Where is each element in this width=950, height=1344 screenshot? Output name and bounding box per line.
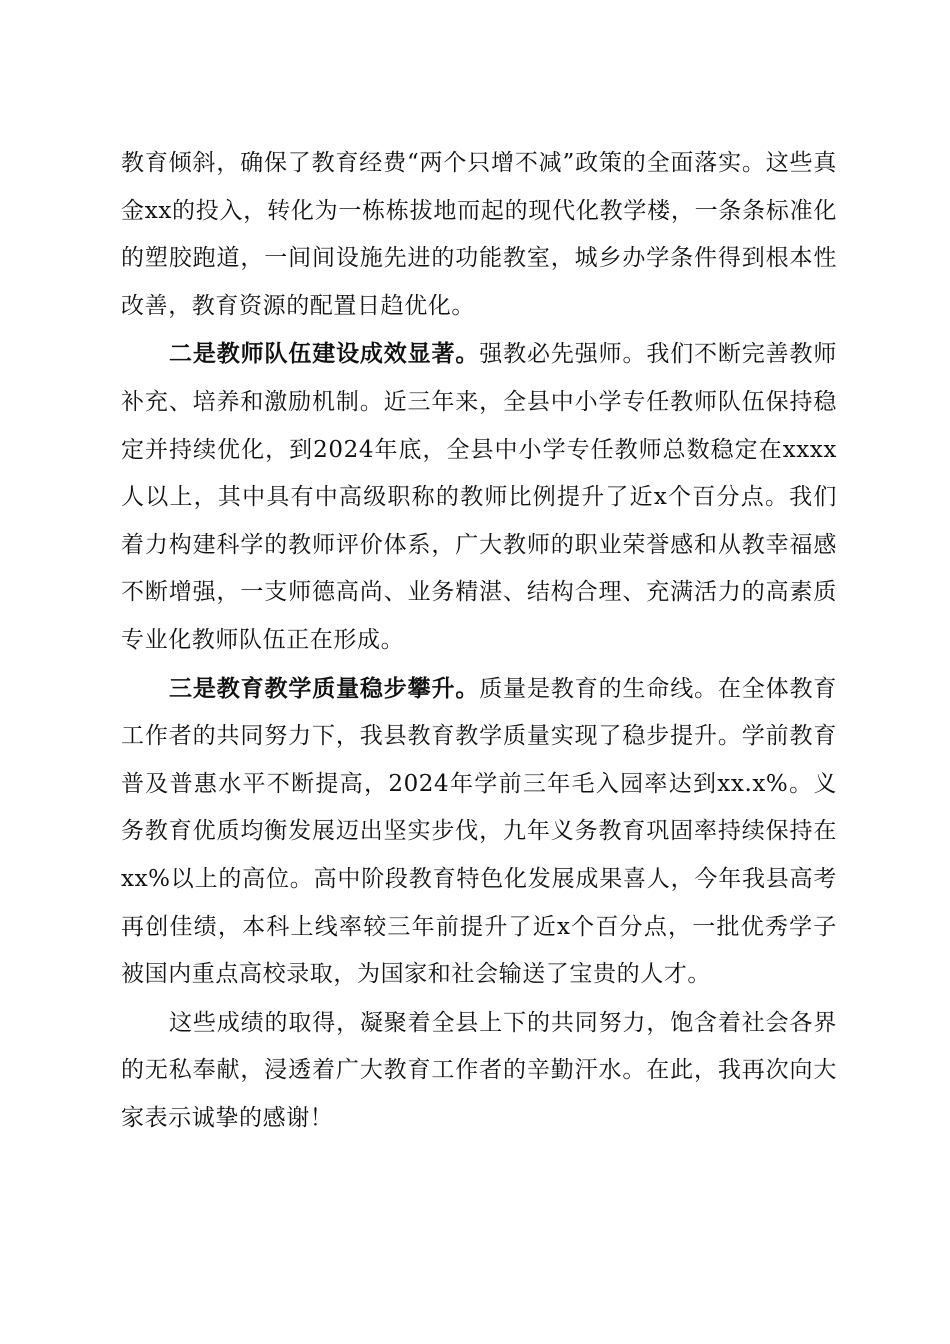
paragraph-1-text: 教育倾斜，确保了教育经费“两个只增不减”政策的全面落实。这些真金xx的投入，转化为一栋栋拔地而起的现代化教学楼，一条条标准化的塑胶跑道，一间间设施先进的功能教室，城乡办学条件得到根本性改善，教育资源的配置日趋优化。 [121,150,837,319]
paragraph-1 [121,139,837,330]
paragraph-3 [121,665,837,999]
paragraph-2-lead: 二是教师队伍建设成效显著。 [169,340,480,368]
paragraph-4 [121,999,837,1143]
paragraph-2 [121,330,837,664]
paragraph-2-text: 强教必先强师。我们不断完善教师补充、培养和激励机制。近三年来，全县中小学专任教师队伍保持稳定并持续优化，到2024年底，全县中小学专任教师总数稳定在xxxx人以上，其中具有中高级职称的教师比例提升了近x个百分点。我们着力构建科学的教师评价体系，广大教师的职业荣誉感和从教幸福感不断增强，一支师德高尚、业务精湛、结构合理、充满活力的高素质专业化教师队伍正在形成。 [121,341,837,653]
paragraph-3-lead: 三是教育教学质量稳步攀升。 [169,674,480,702]
document-body [121,139,837,1142]
paragraph-3-text: 质量是教育的生命线。在全体教育工作者的共同努力下，我县教育教学质量实现了稳步提升。学前教育普及普惠水平不断提高，2024年学前三年毛入园率达到xx.x%。义务教育优质均衡发展迈出坚实步伐，九年义务教育巩固率持续保持在xx%以上的高位。高中阶段教育特色化发展成果喜人，今年我县高考再创佳绩，本科上线率较三年前提升了近x个百分点，一批优秀学子被国内重点高校录取，为国家和社会输送了宝贵的人才。 [121,675,837,988]
paragraph-4-text: 这些成绩的取得，凝聚着全县上下的共同努力，饱含着社会各界的无私奉献，浸透着广大教育工作者的辛勤汗水。在此，我再次向大家表示诚挚的感谢！ [121,1009,837,1131]
